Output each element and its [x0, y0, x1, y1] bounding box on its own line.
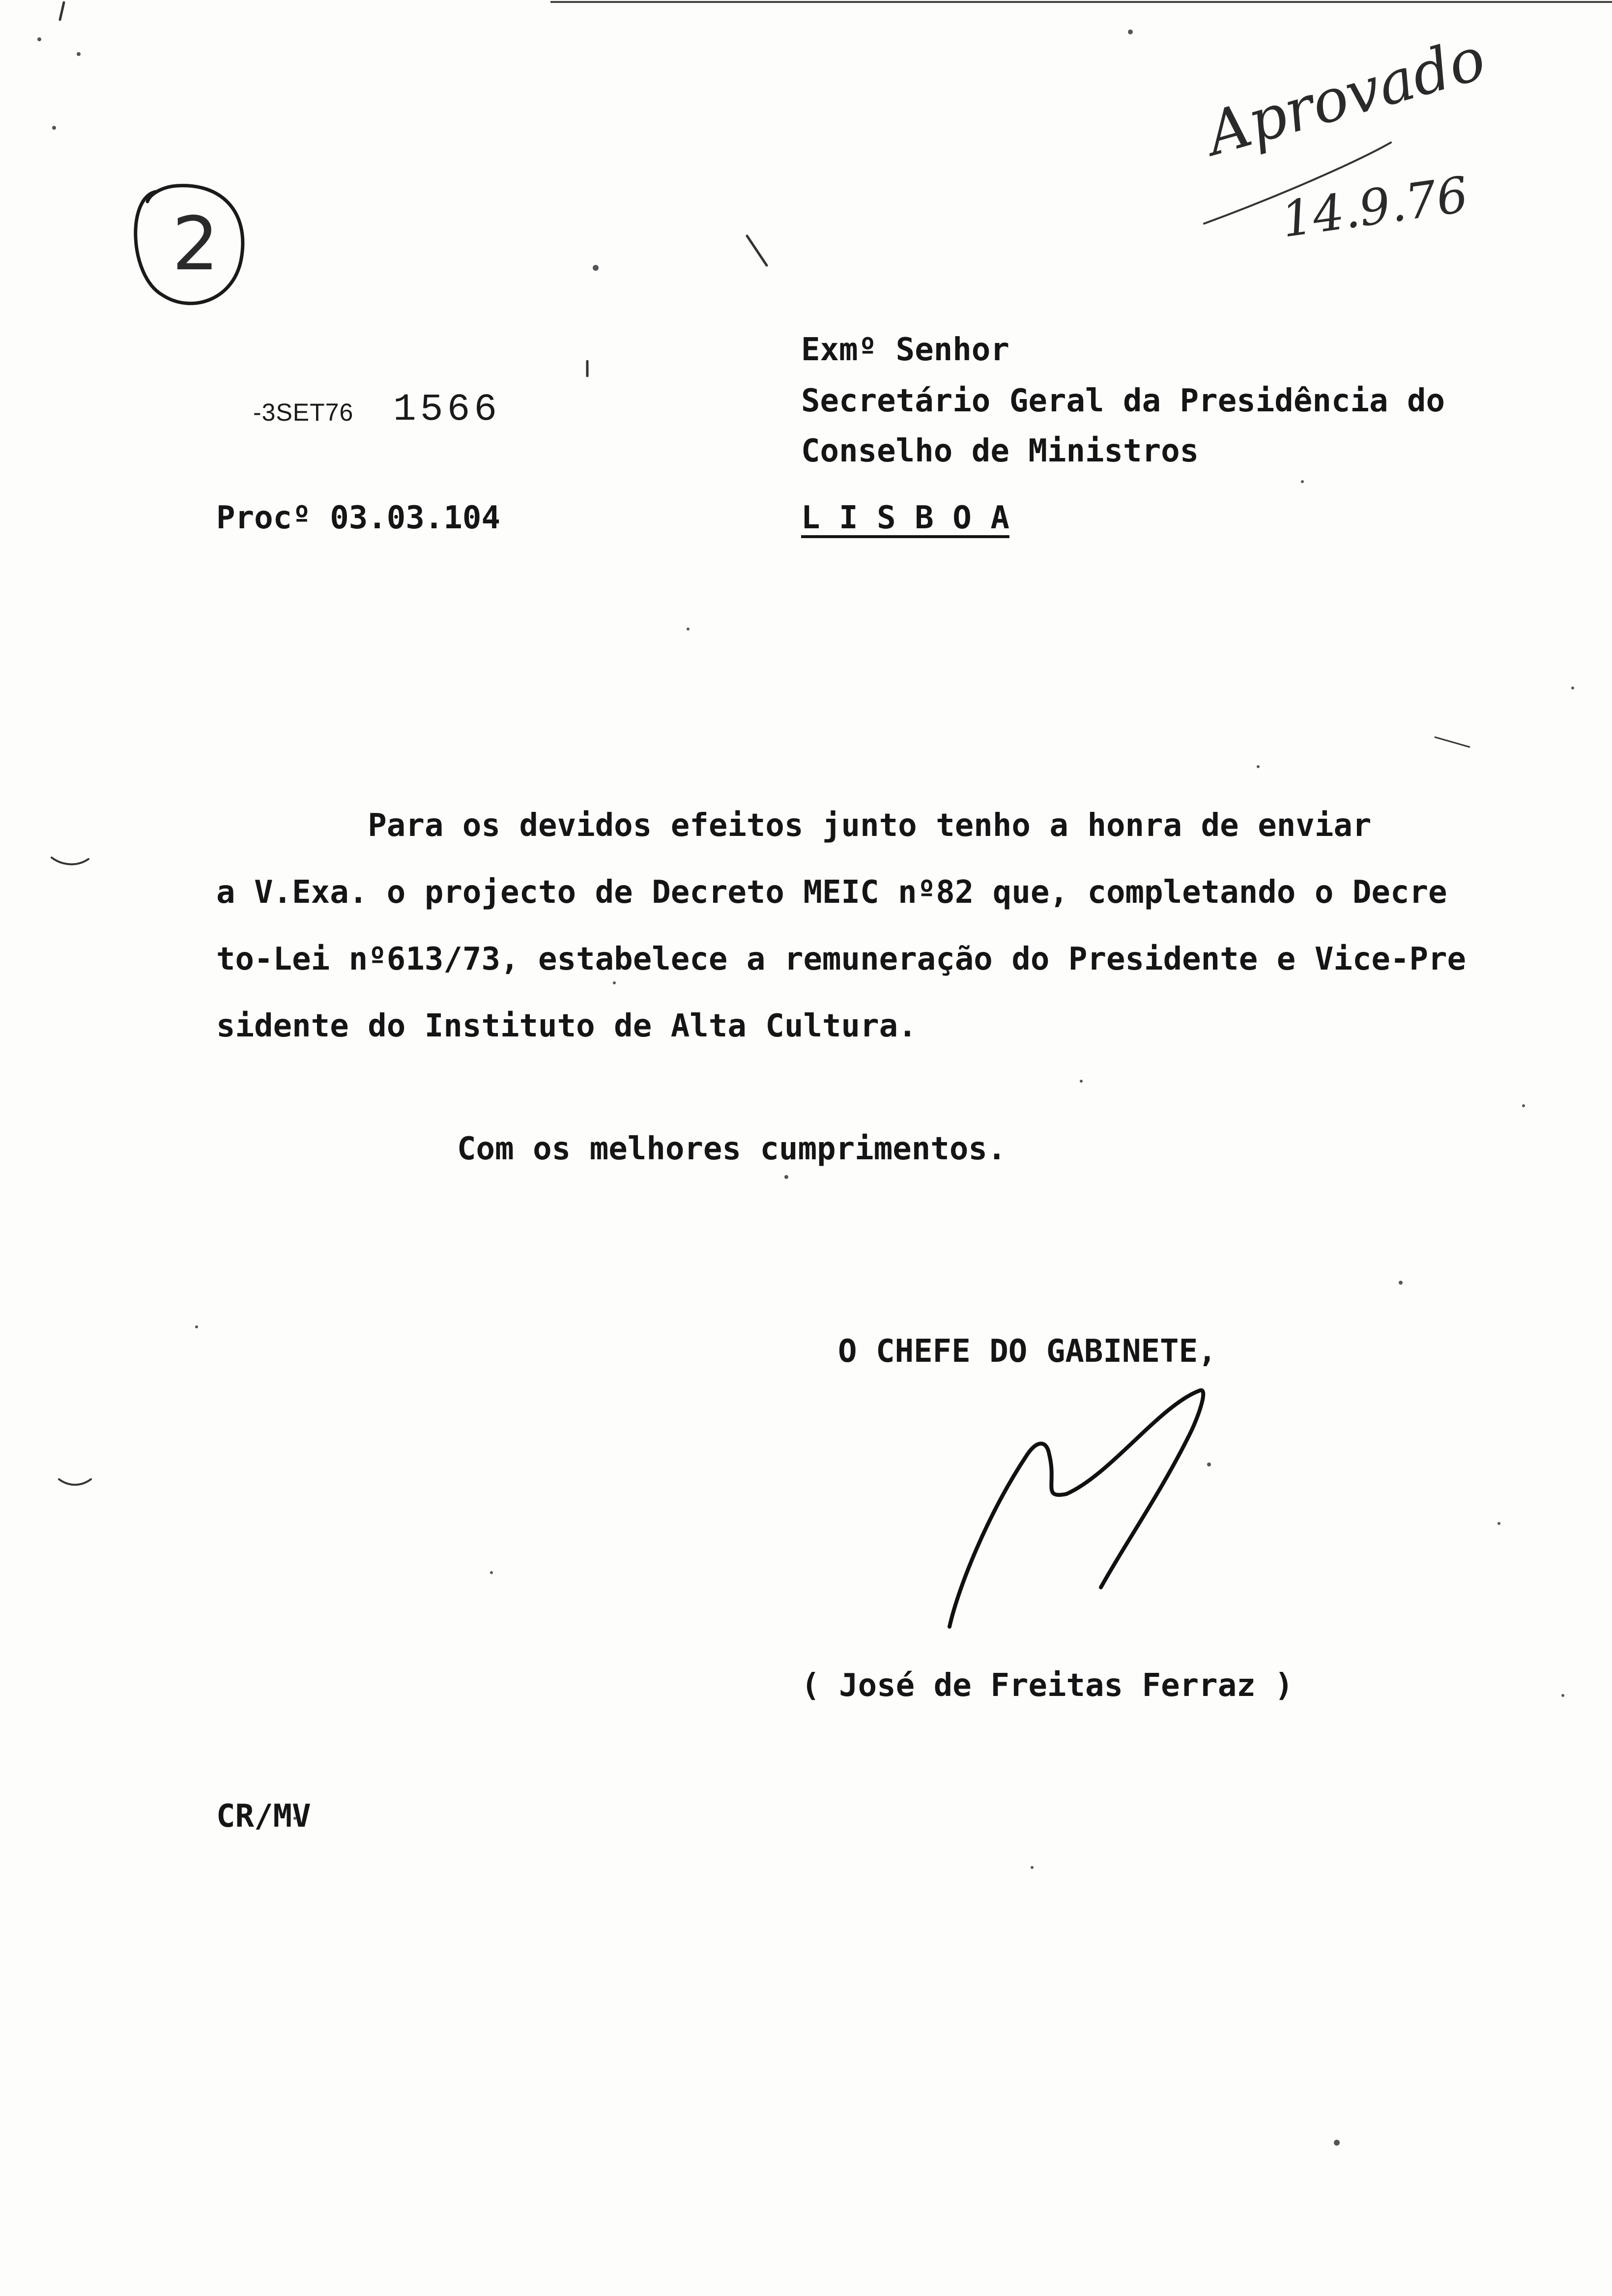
addressee-city: L I S B O A — [801, 500, 1009, 536]
signature-mark — [950, 1390, 1203, 1627]
body-line: Para os devidos efeitos junto tenho a honra de enviar — [216, 807, 1372, 844]
process-number: Procº 03.03.104 — [216, 500, 500, 536]
body-line: to-Lei nº613/73, estabelece a remuneração do Presidente e Vice-Pre — [216, 941, 1467, 977]
body-line: a V.Exa. o projecto de Decreto MEIC nº82 que, completando o Decre — [216, 874, 1447, 911]
signatory-title: O CHEFE DO GABINETE, — [838, 1333, 1217, 1370]
approval-date-annotation: 14.9.76 — [1278, 165, 1472, 249]
page-number-annotation: 2 — [172, 201, 219, 287]
addressee-line-1: Secretário Geral da Presidência do — [801, 383, 1445, 419]
registry-date-stamp: -3SET76 — [253, 399, 354, 426]
signatory-name: ( José de Freitas Ferraz ) — [801, 1667, 1294, 1704]
addressee-line-2: Conselho de Ministros — [801, 433, 1199, 469]
letter-body — [216, 792, 1553, 1060]
addressee-salutation: Exmº Senhor — [801, 332, 1009, 368]
scan-marks — [52, 2, 1472, 1485]
registry-number-stamp: 1566 — [393, 388, 501, 431]
body-line: sidente do Instituto de Alta Cultura. — [216, 1008, 917, 1044]
reference-initials: CR/MV — [216, 1798, 311, 1835]
approval-annotation: Aprovado — [1199, 24, 1493, 169]
closing-greeting: Com os melhores cumprimentos. — [457, 1131, 1007, 1167]
